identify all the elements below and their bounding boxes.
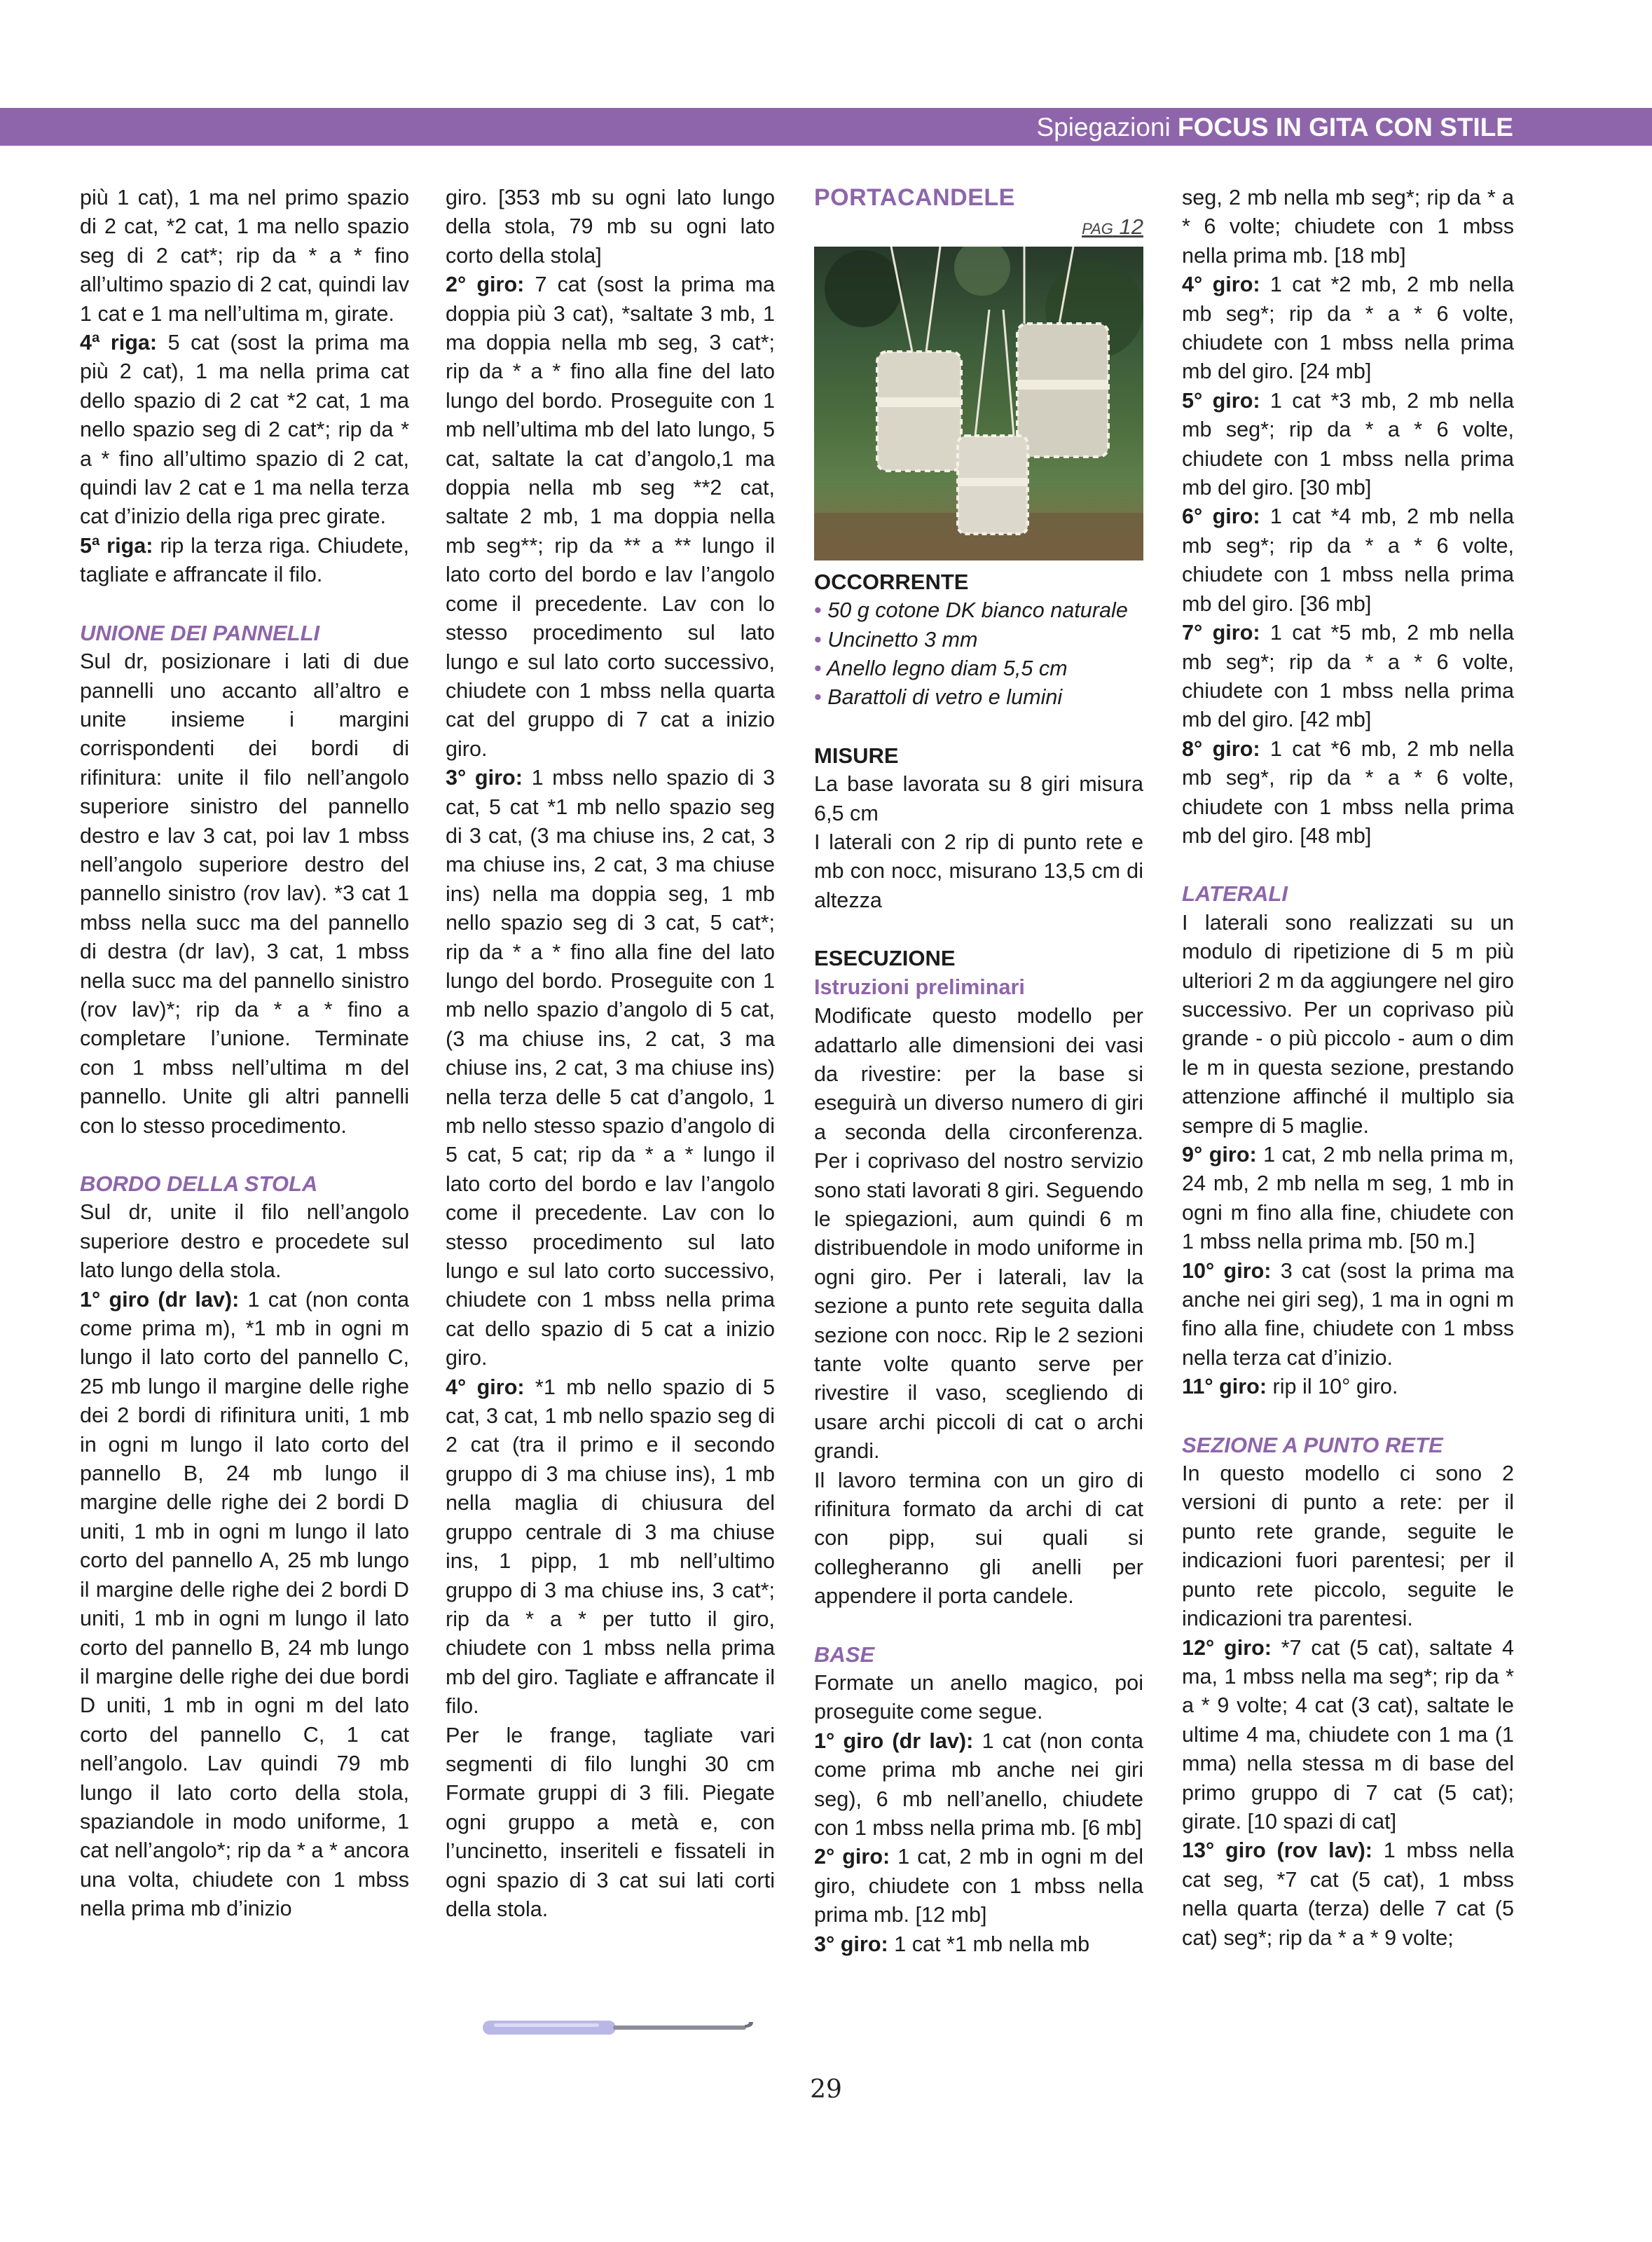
row-label: 5° giro: (1182, 388, 1260, 413)
list-item-text: 50 g cotone DK bianco naturale (827, 598, 1128, 623)
paragraph (1182, 387, 1514, 503)
row-text: rip il 10° giro. (1267, 1375, 1398, 1399)
row-label: 2° giro: (814, 1845, 890, 1869)
row-label: 6° giro: (1182, 504, 1260, 529)
row-label: 1° giro (dr lav): (814, 1728, 974, 1753)
list-item (814, 654, 1143, 683)
page-ref-number: 12 (1119, 214, 1143, 240)
row-text: 1 cat *4 mb, 2 mb nella mb seg*; rip da * a * 6 volte, chiudete con 1 mbss nella prima mb del giro. [36 mb] (1182, 504, 1514, 616)
paragraph: Sul dr, unite il filo nell’angolo superiore destro e procedete sul lato lungo della stola. (80, 1200, 409, 1283)
bullet-dot: • (814, 598, 822, 623)
paragraph (446, 270, 775, 764)
page-number: 29 (810, 2075, 842, 2104)
row-label: 1° giro (dr lav): (80, 1287, 240, 1312)
column-1 (80, 184, 409, 1924)
paragraph (1182, 735, 1514, 851)
paragraph (1182, 270, 1514, 387)
paragraph: Per le frange, tagliate vari segmenti di filo lunghi 30 cm Formate gruppi di 3 fili. Piegate ogni gruppo a metà e, con l’uncinetto, inseriteli e fissateli in ogni spazio di 3 cat sui lati corti della stola. (446, 1723, 775, 1921)
column-3 (814, 184, 1143, 1959)
jar-illustration (814, 247, 1143, 560)
paragraph: I laterali con 2 rip di punto rete e mb con nocc, misurano 13,5 cm di altezza (814, 830, 1143, 912)
running-header (1036, 108, 1513, 146)
row-text: *7 cat (5 cat), saltate 4 ma, 1 mbss nella ma seg*; rip da * a * 9 volte; 4 cat (3 cat), saltate le ultime 4 ma, chiudete con 1 ma (1 mma) nella stessa m di base del primo gruppo di 7 cat (5 cat); girate. [10 spazi di cat] (1182, 1635, 1515, 1834)
materials-heading: OCCORRENTE (814, 569, 969, 594)
paragraph: giro. [353 mb su ogni lato lungo della stola, 79 mb su ogni lato corto della stola] (446, 186, 775, 268)
paragraph (1182, 1634, 1514, 1837)
spacer (814, 713, 1143, 741)
row-text: 3 cat (sost la prima ma anche nei giri seg), 1 ma in ogni m fino alla fine, chiudete con 1 mbss nella terza cat d’inizio. (1182, 1258, 1514, 1370)
paragraph: La base lavorata su 8 giri misura 6,5 cm (814, 772, 1143, 825)
bullet-dot: • (814, 685, 822, 710)
paragraph (1182, 1373, 1514, 1401)
header-title: FOCUS IN GITA CON STILE (1178, 113, 1513, 142)
bullet-dot: • (814, 656, 822, 681)
paragraph (814, 1727, 1143, 1843)
row-text: 1 cat (non conta come prima mb anche nei giri seg), 6 mb nell’anello, chiudete con 1 mbss nella prima mb. [6 mb] (814, 1728, 1143, 1841)
row-label: 11° giro: (1182, 1375, 1267, 1399)
list-item-text: Uncinetto 3 mm (827, 627, 978, 652)
row-text: 7 cat (sost la prima ma doppia più 3 cat), *saltate 3 mb, 1 ma doppia nella mb seg, 3 cat*; rip da * a * fino alla fine del lato lungo del bordo. Proseguite con 1 mb nell’ultima mb del lato lungo, 5 cat, saltate la cat d’angolo,1 ma doppia nella mb seg **2 cat, saltate 2 mb, 1 ma doppia nella mb seg**; rip da ** a ** lungo il lato corto del bordo e lav l’angolo come il precedente. Lav con lo stesso procedimento sul lato lungo e sul lato corto successivo, chiudete con 1 mbss nella quarta cat del gruppo di 7 cat a inizio giro. (446, 273, 775, 761)
paragraph: Modificate questo modello per adattarlo alle dimensioni dei vasi da rivestire: per la base si eseguirà un diverso numero di giri a seconda della circonferenza. Per i coprivaso del nostro servizio sono stati lavorati 8 giri. Seguendo le spiegazioni, aum quindi 6 m distribuendole in modo uniforme in ogni giro. Per i laterali, lav la sezione a punto rete seguita dalla sezione con nocc. Rip le 2 sezioni tante volte quanto serve per rivestire il vaso, scegliendo di usare archi piccoli di cat o archi grandi. (814, 1004, 1143, 1464)
spacer (1182, 851, 1514, 879)
section-heading: BORDO DELLA STOLA (80, 1171, 318, 1196)
paragraph (80, 1286, 409, 1924)
paragraph (1182, 619, 1514, 735)
row-label: 5ª riga: (80, 533, 153, 558)
row-text: 1 cat, 2 mb nella prima m, 24 mb, 2 mb nella m seg, 1 mb in ogni m fino alla fine, chiudete con 1 mbss nella prima mb. [50 m.] (1182, 1143, 1515, 1254)
section-heading: SEZIONE A PUNTO RETE (1182, 1432, 1443, 1457)
row-label: 4° giro: (446, 1375, 525, 1399)
row-label: 4° giro: (1182, 273, 1260, 297)
paragraph: In questo modello ci sono 2 versioni di punto a rete: per il punto rete grande, seguite le indicazioni fuori parentesi; per il punto rete piccolo, seguite le indicazioni tra parentesi. (1182, 1462, 1514, 1631)
spacer (80, 1141, 409, 1169)
row-text: rip la terza riga. Chiudete, tagliate e affrancate il filo. (80, 533, 409, 587)
list-item (814, 626, 1143, 654)
row-text: 5 cat (sost la prima ma più 2 cat), 1 ma nella prima cat dello spazio di 2 cat *2 cat, 1 ma nello spazio seg di 2 cat*; rip da * a * fino all’ultimo spazio di 2 cat, quindi lav 2 cat e 1 ma nella terza cat d’inizio della riga prec girate. (80, 331, 409, 529)
page-ref-label: PAG (1082, 220, 1113, 238)
spacer (814, 1611, 1143, 1640)
execution-subheading: Istruzioni preliminari (814, 975, 1025, 999)
row-text: *1 mb nello spazio di 5 cat, 3 cat, 1 mb nello spazio seg di 2 cat (tra il primo e il secondo gruppo di 3 ma chiuse ins), 1 mb nella maglia di chiusura del gruppo centrale di 3 ma chiuse ins, 1 pipp, 1 mb nell’ultimo gruppo di 3 ma chiuse ins, 3 cat*; rip da * a * per tutto il giro, chiudete con 1 mbss nella prima mb del giro. Tagliate e affrancate il filo. (446, 1375, 776, 1719)
project-title: PORTACANDELE (814, 184, 1015, 211)
row-label: 7° giro: (1182, 621, 1260, 645)
row-text: 1 cat (non conta come prima m), *1 mb in ogni m lungo il lato corto del pannello C, 25 mb lungo il margine delle righe dei 2 bordi di rifinitura uniti, 1 mb in ogni m lungo il lato corto del pannello B, 24 mb lungo il margine delle righe dei 2 bordi D uniti, 1 mb in ogni m lungo il lato corto del pannello A, 25 mb lungo il margine delle righe dei 2 bordi D uniti, 1 mb in ogni m lungo il lato corto del pannello B, 24 mb lungo il margine delle righe dei due bordi D uniti, 1 mb in ogni m del lato corto del pannello C, 1 cat nell’angolo. Lav quindi 79 mb lungo il lato corto della stola, spaziandole in modo uniforme, 1 cat nell’angolo*; rip da * a * ancora una volta, chiudete con 1 mbss nella prima mb d’inizio (80, 1287, 409, 1921)
row-label: 10° giro: (1182, 1258, 1272, 1283)
bullet-dot: • (814, 627, 822, 652)
column-2 (446, 184, 775, 1924)
row-label: 12° giro: (1182, 1635, 1272, 1660)
column-4 (1182, 184, 1514, 1953)
section-heading: LATERALI (1182, 881, 1288, 907)
row-label: 4ª riga: (80, 331, 158, 355)
crochet-hook-illustration (480, 2014, 760, 2042)
list-item (814, 596, 1143, 625)
paragraph: Formate un anello magico, poi proseguite come segue. (814, 1671, 1143, 1724)
row-label: 2° giro: (446, 273, 525, 297)
paragraph: Sul dr, posizionare i lati di due pannelli uno accanto all’altro e unite insieme i margini corrispondenti dei bordi di rifinitura: unite il filo nell’angolo superiore sinistro del pannello destro e lav 3 cat, poi lav 1 mbss nell’angolo superiore destro del pannello sinistro (rov lav). *3 cat 1 mbss nella succ ma del pannello di destra (dr lav), 3 cat, 1 mbss nella succ ma del pannello sinistro (rov lav)*; rip da * a * fino a completare l’unione. Terminate con 1 mbss nell’ultima m del pannello. Unite gli altri pannelli con lo stesso procedimento. (80, 649, 409, 1138)
page-reference (814, 212, 1143, 243)
paragraph (80, 329, 409, 532)
spacer (814, 915, 1143, 944)
row-text: 1 cat *2 mb, 2 mb nella mb seg*; rip da * a * 6 volte, chiudete con 1 mbss nella prima mb del giro. [24 mb] (1182, 273, 1514, 384)
measurements-heading: MISURE (814, 743, 899, 768)
row-text: 1 cat *5 mb, 2 mb nella mb seg*; rip da * a * 6 volte, chiudete con 1 mbss nella prima mb del giro. [42 mb] (1182, 621, 1514, 732)
paragraph: I laterali sono realizzati su un modulo di ripetizione di 5 m più ulteriori 2 m da aggiungere nel giro successivo. Per un coprivaso più grande - o più piccolo - aum o dim le m in questa sezione, prestando attenzione affinché il multiplo sia sempre di 5 maglie. (1182, 910, 1514, 1138)
list-item-text: Barattoli di vetro e lumini (827, 685, 1063, 710)
paragraph (446, 764, 775, 1373)
section-heading: BASE (814, 1642, 875, 1667)
row-text: 1 cat *3 mb, 2 mb nella mb seg*; rip da * a * 6 volte, chiudete con 1 mbss nella prima mb del giro. [30 mb] (1182, 388, 1514, 500)
paragraph (1182, 1836, 1514, 1953)
paragraph (1182, 1257, 1514, 1373)
spacer (80, 590, 409, 619)
paragraph (1182, 1141, 1514, 1257)
spacer (1182, 1402, 1514, 1431)
row-text: 1 mbss nello spazio di 3 cat, 5 cat *1 mb nello spazio seg di 3 cat, (3 ma chiuse ins, 2 cat, 3 ma chiuse ins, 2 cat, 3 ma chiuse ins) nella ma doppia seg, 1 mb nello spazio seg di 3 cat, 5 cat*; rip da * a * fino alla fine del lato lungo del bordo. Proseguite con 1 mb nello spazio d’angolo di 5 cat, (3 ma chiuse ins, 2 cat, 3 ma chiuse ins, 2 cat, 3 ma chiuse ins) nella terza delle 5 cat d’angolo, 1 mb nello stesso spazio d’angolo di 5 cat, 5 cat; rip da * a * lungo il lato corto del bordo e lav l’angolo come il precedente. Lav con lo stesso procedimento sul lato lungo e sul lato corto successivo, chiudete con 1 mbss nella prima cat dello spazio di 5 cat a inizio giro. (446, 766, 775, 1370)
row-label: 8° giro: (1182, 736, 1260, 761)
row-text: 1 cat, 2 mb in ogni m del giro, chiudete con 1 mbss nella prima mb. [12 mb] (814, 1845, 1143, 1927)
row-text: 1 mbss nella cat seg, *7 cat (5 cat), 1 mbss nella quarta (terza) delle 7 cat (5 cat) seg*; rip da * a * 9 volte; (1182, 1838, 1514, 1950)
execution-heading: ESECUZIONE (814, 946, 956, 971)
candle-holders-photo (814, 247, 1143, 560)
list-item (814, 683, 1143, 712)
row-text: 1 cat *1 mb nella mb (888, 1932, 1090, 1956)
row-label: 3° giro: (814, 1932, 888, 1956)
paragraph (446, 1373, 775, 1721)
paragraph (814, 1930, 1143, 1959)
paragraph (80, 532, 409, 590)
paragraph: più 1 cat), 1 ma nel primo spazio di 2 cat, *2 cat, 1 ma nello spazio seg di 2 cat*; rip da * a * fino all’ultimo spazio di 2 cat, quindi lav 1 cat e 1 ma nell’ultima m, girate. (80, 186, 409, 326)
section-heading: UNIONE DEI PANNELLI (80, 620, 320, 645)
paragraph: Il lavoro termina con un giro di rifinitura formato da archi di cat con pipp, sui quali si collegheranno gli anelli per appendere il porta candele. (814, 1468, 1143, 1609)
header-section: Spiegazioni (1036, 113, 1171, 142)
paragraph: seg, 2 mb nella mb seg*; rip da * a * 6 volte; chiudete con 1 mbss nella prima mb. [18 mb] (1182, 186, 1514, 268)
row-label: 13° giro (rov lav): (1182, 1838, 1372, 1863)
paragraph (814, 1843, 1143, 1930)
paragraph (1182, 502, 1514, 619)
list-item-text: Anello legno diam 5,5 cm (827, 656, 1068, 681)
row-text: 1 cat *6 mb, 2 mb nella mb seg*, rip da * a * 6 volte, chiudete con 1 mbss nella prima mb del giro. [48 mb] (1182, 736, 1514, 848)
row-label: 9° giro: (1182, 1143, 1257, 1167)
row-label: 3° giro: (446, 766, 523, 790)
